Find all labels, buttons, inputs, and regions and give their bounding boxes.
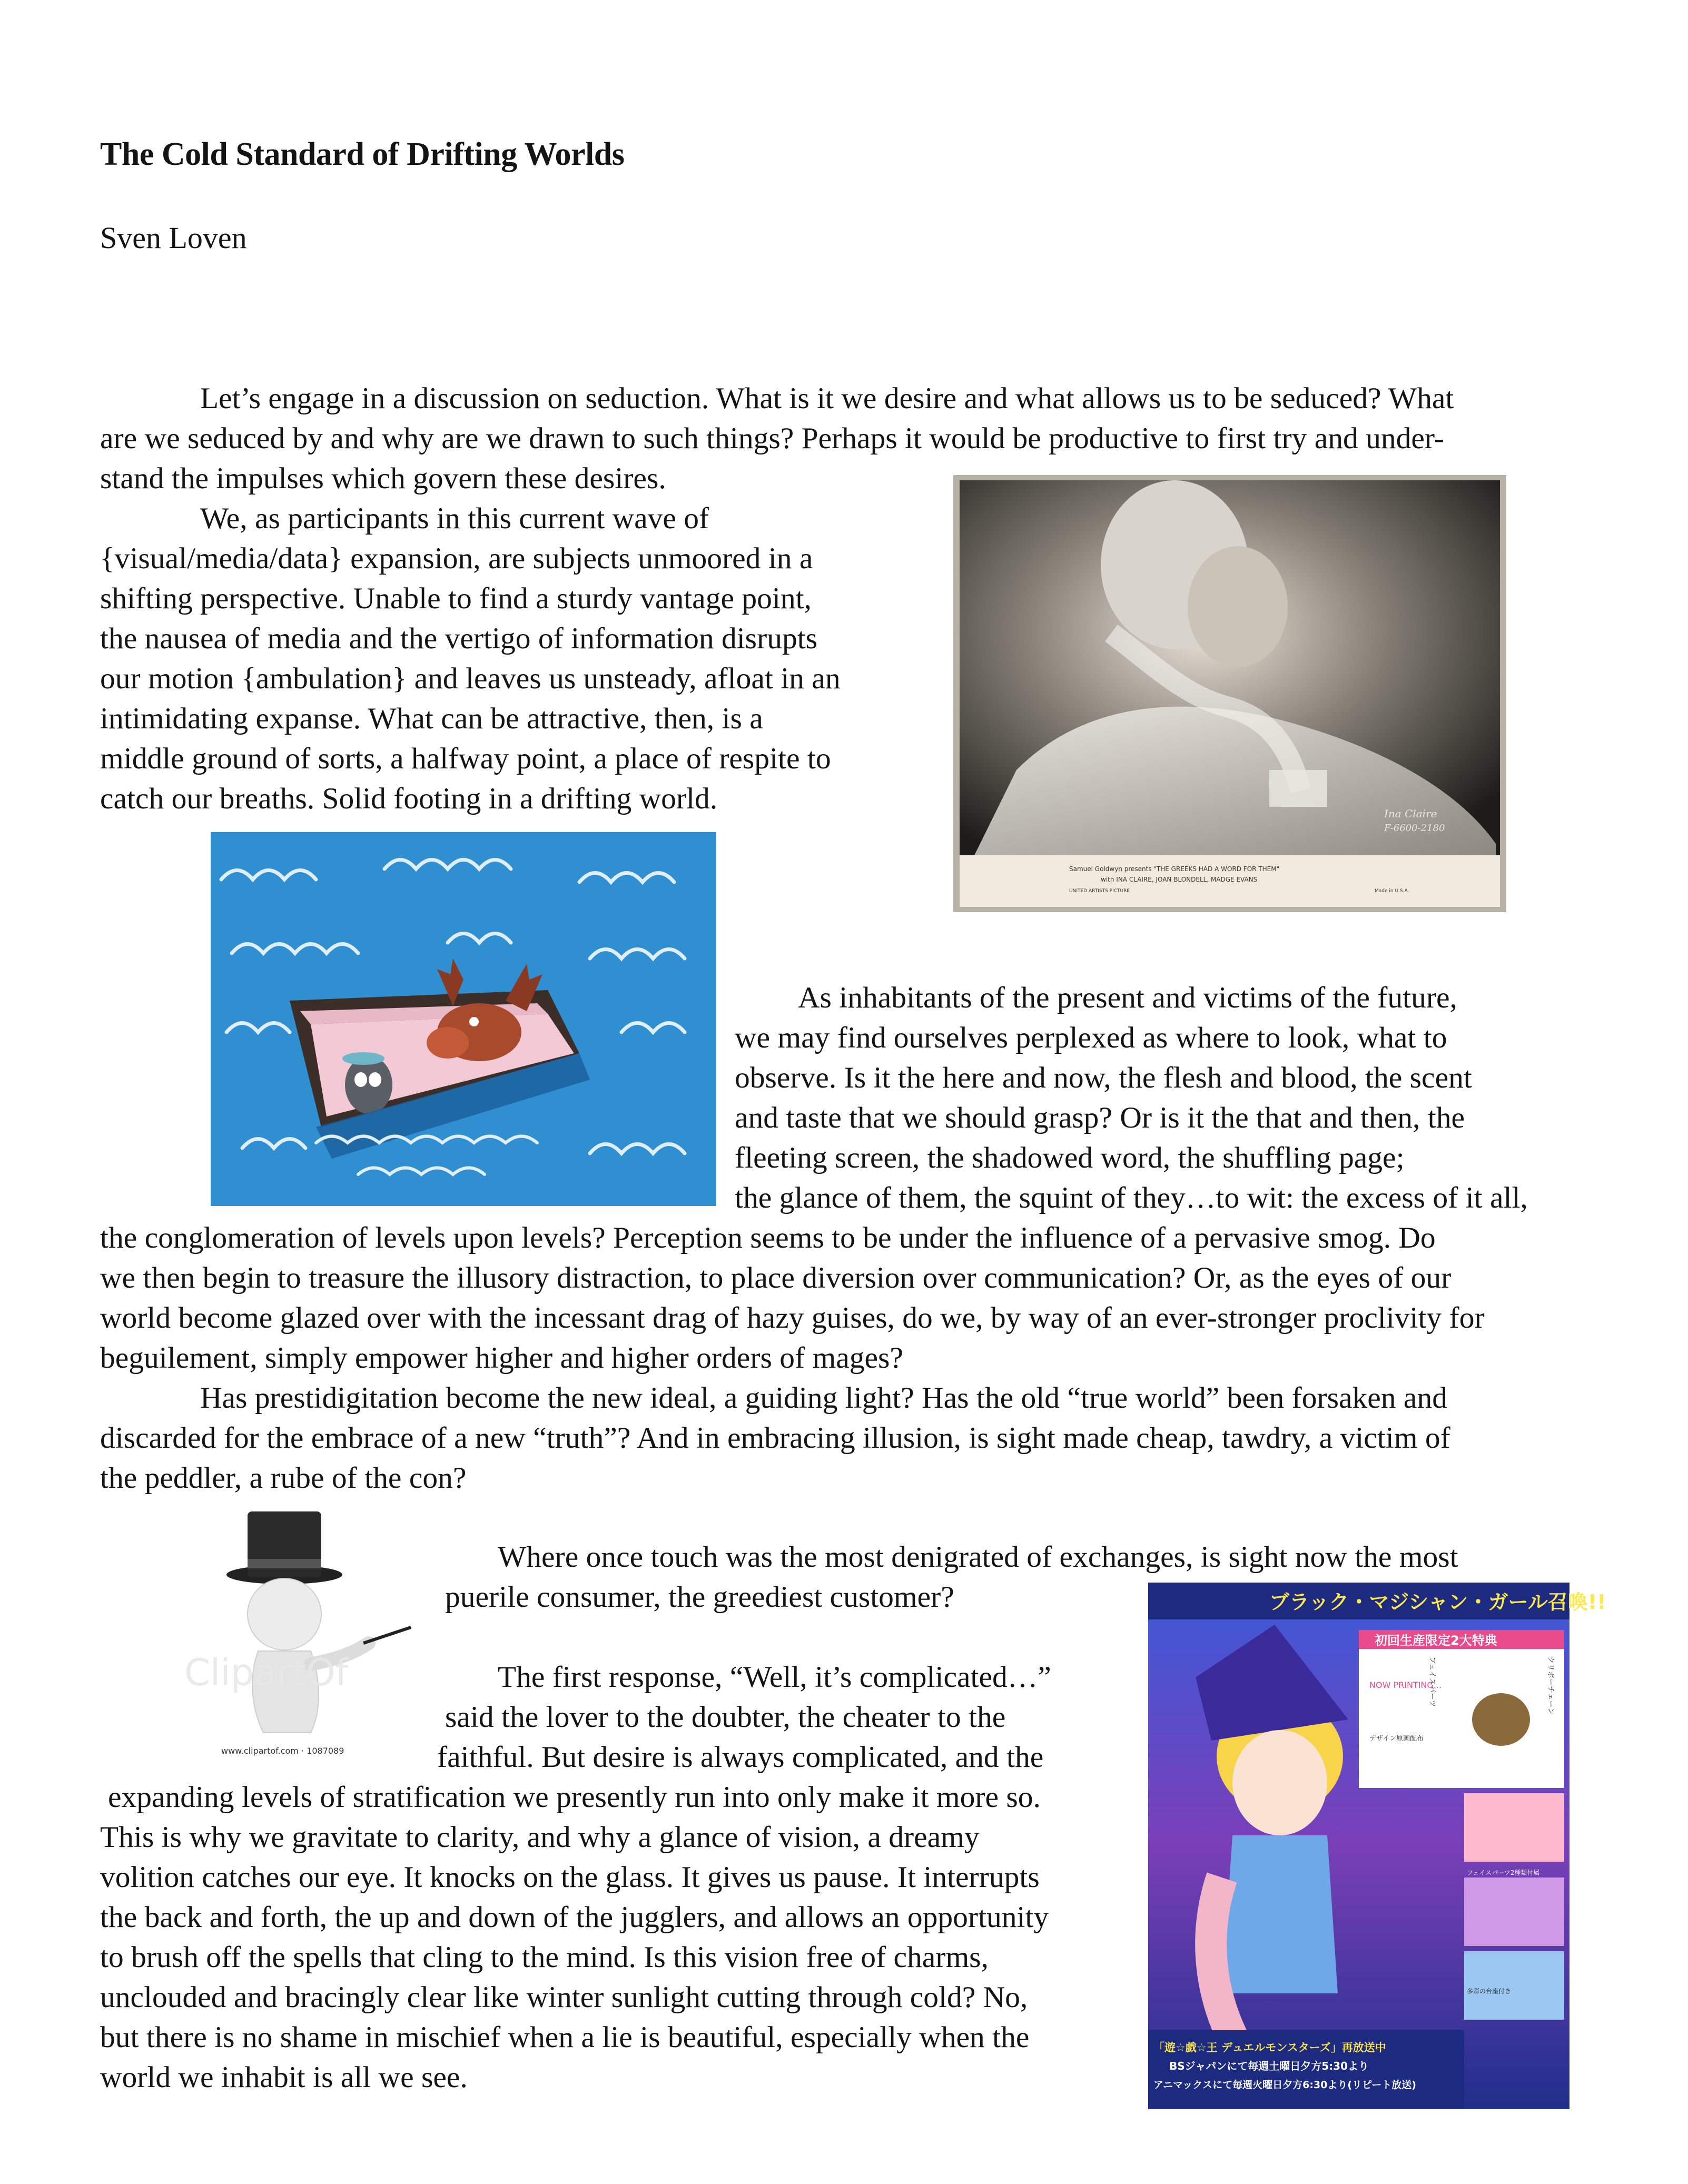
body-line: our motion {ambulation} and leaves us unsteady, afloat in an xyxy=(100,662,841,695)
poster-face: フェイスパーツ2種類付属 xyxy=(1467,1869,1540,1876)
body-line: shifting perspective. Unable to find a sturdy vantage point, xyxy=(100,582,812,615)
poster-side1: クリボーチェーン xyxy=(1546,1656,1555,1715)
body-line: beguilement, simply empower higher and higher orders of mages? xyxy=(100,1341,903,1375)
body-line: As inhabitants of the present and victims of the future, xyxy=(798,981,1457,1014)
anime-poster-image xyxy=(1148,1583,1606,2109)
body-line: catch our breaths. Solid footing in a drifting world. xyxy=(100,782,718,815)
poster-bottom: 「遊☆戯☆王 デュエルモンスターズ」再放送中 xyxy=(1153,2041,1386,2054)
photo-caption: with INA CLAIRE, JOAN BLONDELL, MADGE EVANS xyxy=(1101,876,1258,883)
vintage-photo xyxy=(953,475,1506,912)
body-line: discarded for the embrace of a new “truth”? And in embracing illusion, is sight made cheap, tawdry, a victim of xyxy=(100,1421,1450,1455)
body-line: the conglomeration of levels upon levels? Perception seems to be under the influence of a pervasive smog. Do xyxy=(100,1221,1436,1254)
body-line: but there is no shame in mischief when a lie is beautiful, especially when the xyxy=(100,2021,1030,2054)
body-line: the peddler, a rube of the con? xyxy=(100,1461,467,1495)
body-line: to brush off the spells that cling to the mind. Is this vision free of charms, xyxy=(100,1941,989,1974)
body-line: stand the impulses which govern these desires. xyxy=(100,462,666,495)
poster-side2: フェイスパーツ xyxy=(1428,1656,1436,1707)
clipart-watermark: ClipartOf xyxy=(184,1651,349,1694)
poster-bonus: 初回生産限定2大特典 xyxy=(1375,1633,1497,1648)
photo-caption: Samuel Goldwyn presents "THE GREEKS HAD A WORD FOR THEM" xyxy=(1069,865,1280,873)
clipart-magician-image xyxy=(179,1501,411,1775)
body-line: This is why we gravitate to clarity, and why a glance of vision, a dreamy xyxy=(100,1821,980,1854)
body-line: We, as participants in this current wave of xyxy=(200,502,709,535)
body-line: expanding levels of stratification we presently run into only make it more so. xyxy=(108,1781,1041,1814)
photo-signature: Ina Claire xyxy=(1384,807,1437,820)
body-line: intimidating expanse. What can be attractive, then, is a xyxy=(100,702,763,735)
body-line: fleeting screen, the shadowed word, the shuffling page; xyxy=(735,1141,1405,1174)
body-line: world we inhabit is all we see. xyxy=(100,2061,468,2094)
body-line: said the lover to the doubter, the cheater to the xyxy=(445,1701,1006,1734)
body-line: we may find ourselves perplexed as where to look, what to xyxy=(735,1021,1447,1054)
poster-banner: ブラック・マジシャン・ガール召喚!! xyxy=(1269,1590,1606,1614)
body-line: the nausea of media and the vertigo of information disrupts xyxy=(100,622,818,655)
body-line: Has prestidigitation become the new ideal, a guiding light? Has the old “true world” been forsaken and xyxy=(200,1381,1447,1415)
body-line: puerile consumer, the greediest customer? xyxy=(445,1580,954,1614)
clipart-url: www.clipartof.com · 1087089 xyxy=(221,1746,344,1756)
poster-bottom: BSジャパンにて毎週土曜日夕方5:30より xyxy=(1169,2060,1369,2072)
body-line: unclouded and bracingly clear like winter sunlight cutting through cold? No, xyxy=(100,1981,1028,2014)
body-line: faithful. But desire is always complicated, and the xyxy=(437,1741,1044,1774)
body-line: middle ground of sorts, a halfway point, a place of respite to xyxy=(100,742,831,775)
poster-extra: 多彩の台座付き xyxy=(1467,1988,1512,1995)
body-line: the back and forth, the up and down of the jugglers, and allows an opportunity xyxy=(100,1901,1049,1934)
body-line: Let’s engage in a discussion on seduction. What is it we desire and what allows us to be seduced? What xyxy=(200,382,1454,415)
poster-bottom: アニマックスにて毎週火曜日夕方6:30より(リピート放送) xyxy=(1153,2079,1416,2091)
body-line: observe. Is it the here and now, the flesh and blood, the scent xyxy=(735,1061,1472,1094)
body-line: Where once touch was the most denigrated of exchanges, is sight now the most xyxy=(498,1540,1458,1574)
photo-caption: Made in U.S.A. xyxy=(1375,888,1409,894)
body-line: The first response, “Well, it’s complicated…” xyxy=(498,1661,1051,1694)
body-line: the glance of them, the squint of they…to wit: the excess of it all, xyxy=(735,1181,1528,1214)
cartoon-boat-image xyxy=(211,832,716,1206)
photo-number: F-6600-2180 xyxy=(1384,823,1445,834)
poster-nowprinting: NOW PRINTING... xyxy=(1369,1680,1442,1690)
body-line: volition catches our eye. It knocks on the glass. It gives us pause. It interrupts xyxy=(100,1861,1040,1894)
body-line: are we seduced by and why are we drawn to such things? Perhaps it would be productive to first try and under- xyxy=(100,422,1445,455)
body-line: {visual/media/data} expansion, are subjects unmoored in a xyxy=(100,542,813,575)
body-line: world become glazed over with the incessant drag of hazy guises, do we, by way of an ever-stronger proclivity for xyxy=(100,1301,1485,1335)
poster-design: デザイン原画配布 xyxy=(1369,1735,1424,1743)
photo-caption: UNITED ARTISTS PICTURE xyxy=(1069,888,1130,894)
body-line: we then begin to treasure the illusory distraction, to place diversion over communication? Or, as the eyes of our xyxy=(100,1261,1452,1294)
body-line: and taste that we should grasp? Or is it the that and then, the xyxy=(735,1101,1465,1134)
article-title: The Cold Standard of Drifting Worlds xyxy=(100,136,625,172)
article-author: Sven Loven xyxy=(100,221,247,255)
